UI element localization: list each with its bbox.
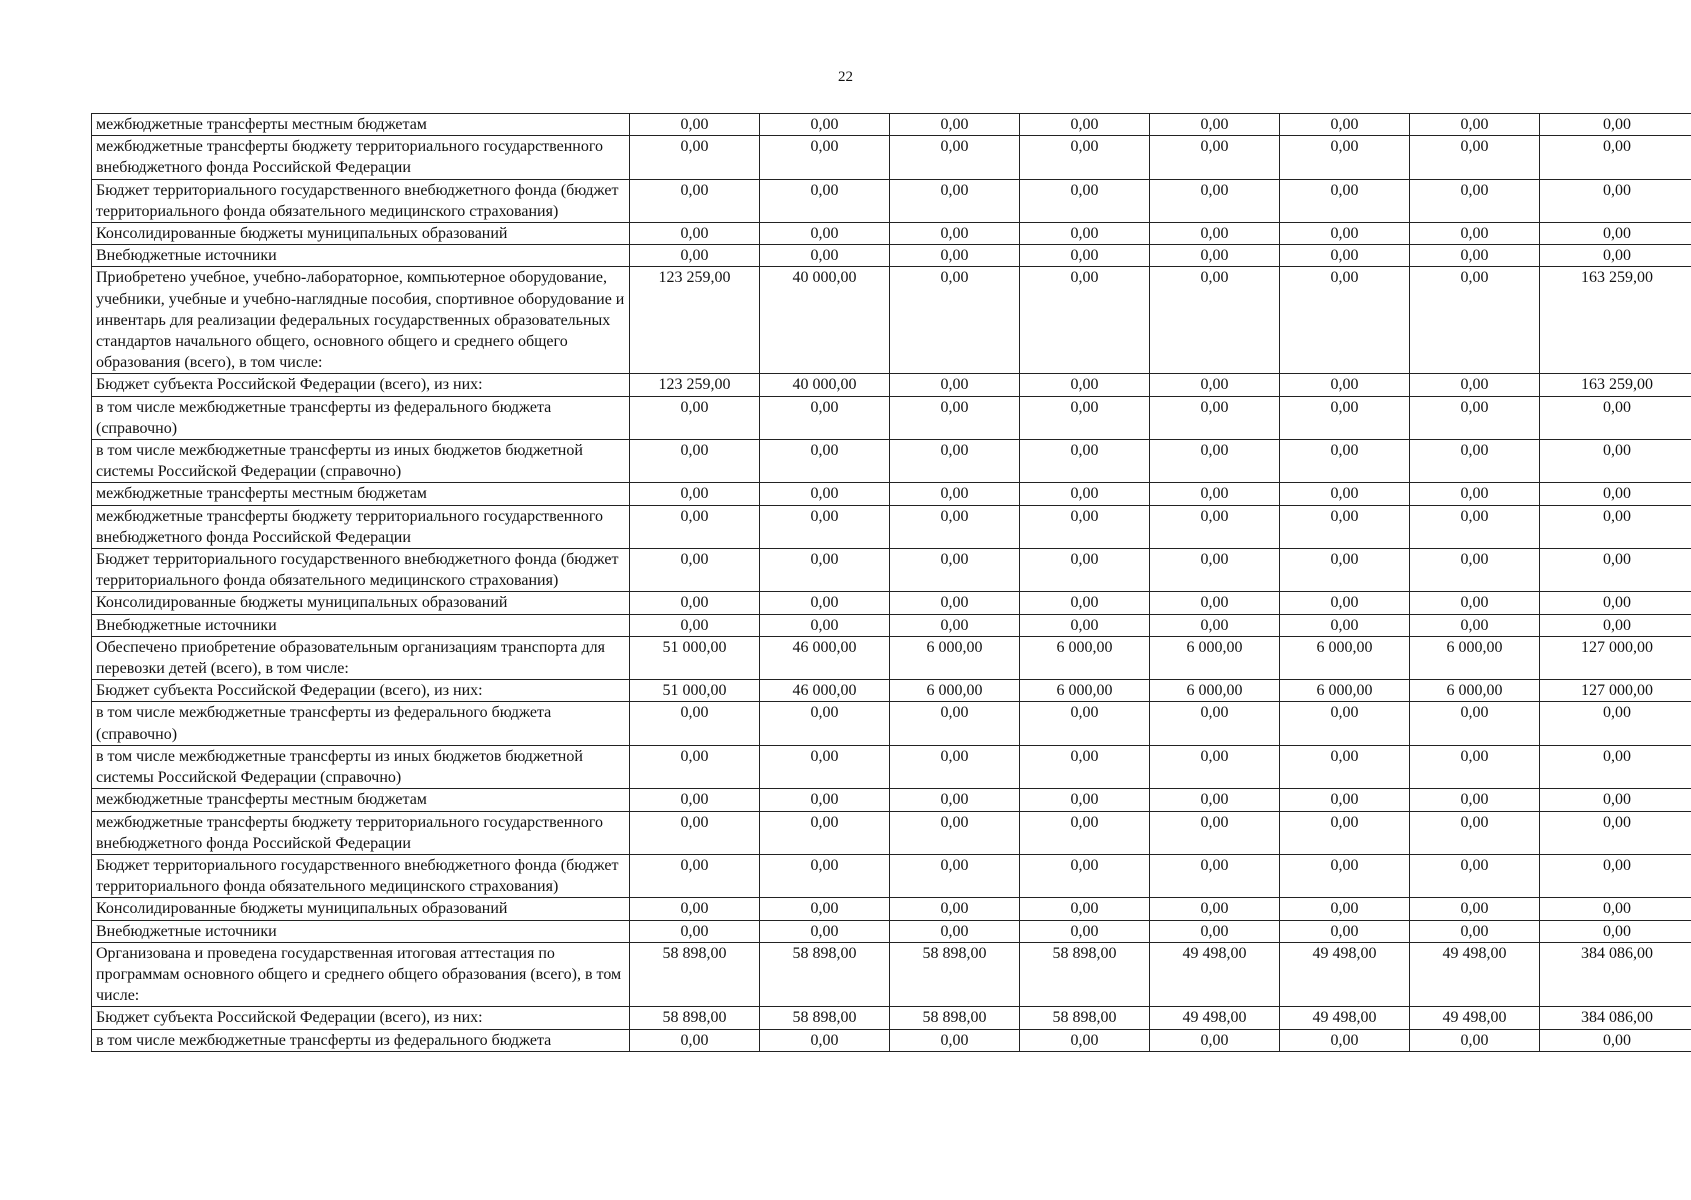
row-value-cell: 0,00 <box>1410 549 1540 592</box>
row-value-cell: 0,00 <box>760 811 890 854</box>
row-value-cell: 0,00 <box>1150 811 1280 854</box>
row-total-cell: 0,00 <box>1540 483 1691 505</box>
table-body <box>92 114 1691 1052</box>
row-value-cell: 6 000,00 <box>1280 636 1410 679</box>
row-value-cell: 58 898,00 <box>760 1007 890 1029</box>
row-value-cell: 0,00 <box>760 179 890 222</box>
row-value-cell: 0,00 <box>1280 505 1410 548</box>
row-label: межбюджетные трансферты бюджету территориального государственного внебюджетного фонда Российской Федерации <box>92 136 630 179</box>
table-row <box>92 898 1691 920</box>
table-row <box>92 136 1691 179</box>
row-value-cell: 0,00 <box>630 592 760 614</box>
row-label: в том числе межбюджетные трансферты из федерального бюджета (справочно) <box>92 396 630 439</box>
row-value-cell: 0,00 <box>760 440 890 483</box>
row-value-cell: 51 000,00 <box>630 680 760 702</box>
row-value-cell: 0,00 <box>630 136 760 179</box>
row-value-cell: 0,00 <box>890 396 1020 439</box>
row-value-cell: 0,00 <box>630 745 760 788</box>
row-value-cell: 0,00 <box>1280 396 1410 439</box>
row-value-cell: 6 000,00 <box>1020 680 1150 702</box>
row-value-cell: 0,00 <box>1020 549 1150 592</box>
row-label: межбюджетные трансферты бюджету территориального государственного внебюджетного фонда Российской Федерации <box>92 505 630 548</box>
row-value-cell: 0,00 <box>1280 483 1410 505</box>
row-value-cell: 0,00 <box>1020 702 1150 745</box>
row-value-cell: 0,00 <box>1410 614 1540 636</box>
row-value-cell: 0,00 <box>1020 179 1150 222</box>
row-value-cell: 0,00 <box>1150 136 1280 179</box>
row-value-cell: 0,00 <box>890 1029 1020 1051</box>
table-row <box>92 614 1691 636</box>
table-row <box>92 245 1691 267</box>
row-label: Бюджет территориального государственного внебюджетного фонда (бюджет территориального фонда обязательного медицинского страхования) <box>92 179 630 222</box>
table-row <box>92 440 1691 483</box>
row-value-cell: 0,00 <box>1150 440 1280 483</box>
row-value-cell: 0,00 <box>1410 374 1540 396</box>
row-value-cell: 0,00 <box>890 745 1020 788</box>
row-value-cell: 0,00 <box>1150 549 1280 592</box>
row-value-cell: 0,00 <box>1020 483 1150 505</box>
row-label: межбюджетные трансферты местным бюджетам <box>92 483 630 505</box>
row-value-cell: 6 000,00 <box>1410 636 1540 679</box>
row-value-cell: 0,00 <box>1280 920 1410 942</box>
row-value-cell: 0,00 <box>1410 898 1540 920</box>
row-value-cell: 0,00 <box>760 114 890 136</box>
row-label: Внебюджетные источники <box>92 920 630 942</box>
row-label: межбюджетные трансферты бюджету территориального государственного внебюджетного фонда Российской Федерации <box>92 811 630 854</box>
row-value-cell: 0,00 <box>760 702 890 745</box>
row-value-cell: 6 000,00 <box>1410 680 1540 702</box>
row-value-cell: 0,00 <box>1020 374 1150 396</box>
row-value-cell: 0,00 <box>890 483 1020 505</box>
row-value-cell: 0,00 <box>890 245 1020 267</box>
row-value-cell: 0,00 <box>630 245 760 267</box>
row-value-cell: 0,00 <box>890 114 1020 136</box>
row-value-cell: 0,00 <box>1280 179 1410 222</box>
row-value-cell: 0,00 <box>1150 745 1280 788</box>
row-value-cell: 0,00 <box>1280 374 1410 396</box>
row-label: в том числе межбюджетные трансферты из федерального бюджета <box>92 1029 630 1051</box>
row-total-cell: 0,00 <box>1540 920 1691 942</box>
table-row <box>92 179 1691 222</box>
row-value-cell: 0,00 <box>630 440 760 483</box>
row-total-cell: 384 086,00 <box>1540 942 1691 1007</box>
row-value-cell: 0,00 <box>760 396 890 439</box>
row-value-cell: 0,00 <box>1280 854 1410 897</box>
row-total-cell: 0,00 <box>1540 505 1691 548</box>
table-row <box>92 483 1691 505</box>
row-value-cell: 0,00 <box>1410 592 1540 614</box>
row-value-cell: 0,00 <box>1150 223 1280 245</box>
row-value-cell: 0,00 <box>1150 245 1280 267</box>
row-value-cell: 0,00 <box>1150 592 1280 614</box>
row-value-cell: 0,00 <box>1410 245 1540 267</box>
row-value-cell: 0,00 <box>630 614 760 636</box>
row-value-cell: 0,00 <box>1020 745 1150 788</box>
row-value-cell: 40 000,00 <box>760 374 890 396</box>
row-value-cell: 0,00 <box>1020 440 1150 483</box>
row-value-cell: 0,00 <box>760 592 890 614</box>
row-total-cell: 0,00 <box>1540 702 1691 745</box>
row-value-cell: 0,00 <box>1020 789 1150 811</box>
row-label: Бюджет территориального государственного внебюджетного фонда (бюджет территориального фонда обязательного медицинского страхования) <box>92 549 630 592</box>
row-value-cell: 0,00 <box>1150 1029 1280 1051</box>
table-row <box>92 811 1691 854</box>
row-label: Бюджет субъекта Российской Федерации (всего), из них: <box>92 1007 630 1029</box>
row-value-cell: 0,00 <box>760 136 890 179</box>
row-value-cell: 6 000,00 <box>1150 636 1280 679</box>
row-label: Консолидированные бюджеты муниципальных образований <box>92 592 630 614</box>
row-value-cell: 0,00 <box>890 920 1020 942</box>
row-value-cell: 0,00 <box>1280 245 1410 267</box>
row-value-cell: 0,00 <box>1150 614 1280 636</box>
row-label: в том числе межбюджетные трансферты из федерального бюджета (справочно) <box>92 702 630 745</box>
row-value-cell: 46 000,00 <box>760 636 890 679</box>
row-label: Консолидированные бюджеты муниципальных образований <box>92 898 630 920</box>
row-value-cell: 0,00 <box>1020 245 1150 267</box>
row-value-cell: 6 000,00 <box>890 636 1020 679</box>
row-total-cell: 0,00 <box>1540 136 1691 179</box>
row-value-cell: 0,00 <box>760 549 890 592</box>
table-row <box>92 592 1691 614</box>
row-label: Обеспечено приобретение образовательным организациям транспорта для перевозки детей (всего), в том числе: <box>92 636 630 679</box>
row-value-cell: 123 259,00 <box>630 374 760 396</box>
row-value-cell: 0,00 <box>760 223 890 245</box>
row-value-cell: 49 498,00 <box>1280 942 1410 1007</box>
table-row <box>92 1007 1691 1029</box>
row-value-cell: 0,00 <box>1410 920 1540 942</box>
row-value-cell: 0,00 <box>630 1029 760 1051</box>
table-row <box>92 920 1691 942</box>
row-label: в том числе межбюджетные трансферты из иных бюджетов бюджетной системы Российской Федерации (справочно) <box>92 440 630 483</box>
row-value-cell: 0,00 <box>890 267 1020 374</box>
row-value-cell: 0,00 <box>890 789 1020 811</box>
row-value-cell: 0,00 <box>760 1029 890 1051</box>
row-value-cell: 58 898,00 <box>1020 1007 1150 1029</box>
row-value-cell: 49 498,00 <box>1150 942 1280 1007</box>
row-value-cell: 0,00 <box>1280 267 1410 374</box>
table-row <box>92 854 1691 897</box>
row-total-cell: 127 000,00 <box>1540 680 1691 702</box>
row-value-cell: 0,00 <box>1150 483 1280 505</box>
row-value-cell: 46 000,00 <box>760 680 890 702</box>
row-value-cell: 0,00 <box>760 483 890 505</box>
row-value-cell: 0,00 <box>1410 114 1540 136</box>
row-value-cell: 123 259,00 <box>630 267 760 374</box>
row-value-cell: 0,00 <box>1020 396 1150 439</box>
row-label: Приобретено учебное, учебно-лабораторное, компьютерное оборудование, учебники, учебные и учебно-наглядные пособия, спортивное оборудование и инвентарь для реализации федеральных государственных образовательных стандартов начального общего, основного общего и среднего общего образования (всего), в том числе: <box>92 267 630 374</box>
row-value-cell: 40 000,00 <box>760 267 890 374</box>
row-value-cell: 58 898,00 <box>630 942 760 1007</box>
row-label: Организована и проведена государственная итоговая аттестация по программам основного общего и среднего общего образования (всего), в том числе: <box>92 942 630 1007</box>
row-total-cell: 0,00 <box>1540 245 1691 267</box>
row-value-cell: 0,00 <box>890 505 1020 548</box>
row-total-cell: 0,00 <box>1540 223 1691 245</box>
row-total-cell: 163 259,00 <box>1540 267 1691 374</box>
row-value-cell: 0,00 <box>1150 702 1280 745</box>
row-total-cell: 0,00 <box>1540 440 1691 483</box>
row-value-cell: 0,00 <box>890 898 1020 920</box>
row-value-cell: 0,00 <box>1410 789 1540 811</box>
row-value-cell: 0,00 <box>630 505 760 548</box>
row-total-cell: 0,00 <box>1540 396 1691 439</box>
row-value-cell: 0,00 <box>1020 920 1150 942</box>
table-row <box>92 1029 1691 1051</box>
row-value-cell: 0,00 <box>1020 854 1150 897</box>
row-value-cell: 49 498,00 <box>1280 1007 1410 1029</box>
row-value-cell: 0,00 <box>890 614 1020 636</box>
row-value-cell: 0,00 <box>1280 614 1410 636</box>
row-value-cell: 0,00 <box>1150 789 1280 811</box>
row-value-cell: 0,00 <box>760 614 890 636</box>
table-row <box>92 636 1691 679</box>
row-value-cell: 0,00 <box>1150 374 1280 396</box>
row-value-cell: 0,00 <box>1410 267 1540 374</box>
row-value-cell: 0,00 <box>1280 223 1410 245</box>
row-value-cell: 0,00 <box>1020 614 1150 636</box>
row-label: межбюджетные трансферты местным бюджетам <box>92 789 630 811</box>
row-value-cell: 0,00 <box>630 789 760 811</box>
row-value-cell: 49 498,00 <box>1150 1007 1280 1029</box>
row-value-cell: 0,00 <box>1150 267 1280 374</box>
row-value-cell: 6 000,00 <box>1280 680 1410 702</box>
row-value-cell: 0,00 <box>1020 136 1150 179</box>
row-value-cell: 0,00 <box>1150 920 1280 942</box>
row-value-cell: 0,00 <box>1410 396 1540 439</box>
row-value-cell: 0,00 <box>1280 898 1410 920</box>
budget-table <box>91 113 1691 1052</box>
row-value-cell: 0,00 <box>1150 505 1280 548</box>
row-value-cell: 0,00 <box>1280 440 1410 483</box>
table-row <box>92 374 1691 396</box>
table-row <box>92 942 1691 1007</box>
table-row <box>92 680 1691 702</box>
row-value-cell: 0,00 <box>630 920 760 942</box>
row-label: Внебюджетные источники <box>92 245 630 267</box>
row-value-cell: 0,00 <box>1280 114 1410 136</box>
row-total-cell: 0,00 <box>1540 811 1691 854</box>
row-value-cell: 0,00 <box>630 223 760 245</box>
row-total-cell: 0,00 <box>1540 614 1691 636</box>
row-value-cell: 0,00 <box>1280 702 1410 745</box>
row-value-cell: 0,00 <box>760 505 890 548</box>
table-row <box>92 549 1691 592</box>
row-value-cell: 0,00 <box>1410 440 1540 483</box>
row-value-cell: 0,00 <box>1410 483 1540 505</box>
row-value-cell: 0,00 <box>630 811 760 854</box>
row-value-cell: 0,00 <box>1410 1029 1540 1051</box>
row-value-cell: 0,00 <box>1410 136 1540 179</box>
row-value-cell: 6 000,00 <box>1150 680 1280 702</box>
row-value-cell: 58 898,00 <box>630 1007 760 1029</box>
row-value-cell: 0,00 <box>1020 114 1150 136</box>
row-total-cell: 0,00 <box>1540 549 1691 592</box>
row-value-cell: 0,00 <box>760 920 890 942</box>
row-value-cell: 0,00 <box>630 898 760 920</box>
row-value-cell: 0,00 <box>1280 789 1410 811</box>
row-value-cell: 0,00 <box>1280 745 1410 788</box>
table-row <box>92 114 1691 136</box>
row-value-cell: 0,00 <box>1020 811 1150 854</box>
row-value-cell: 0,00 <box>1020 898 1150 920</box>
row-label: Бюджет субъекта Российской Федерации (всего), из них: <box>92 680 630 702</box>
row-value-cell: 58 898,00 <box>760 942 890 1007</box>
row-total-cell: 0,00 <box>1540 1029 1691 1051</box>
row-value-cell: 0,00 <box>1280 136 1410 179</box>
table-row <box>92 396 1691 439</box>
row-value-cell: 0,00 <box>1020 267 1150 374</box>
table-row <box>92 789 1691 811</box>
table-row <box>92 505 1691 548</box>
row-total-cell: 163 259,00 <box>1540 374 1691 396</box>
row-value-cell: 0,00 <box>760 245 890 267</box>
row-label: Бюджет территориального государственного внебюджетного фонда (бюджет территориального фонда обязательного медицинского страхования) <box>92 854 630 897</box>
row-total-cell: 0,00 <box>1540 898 1691 920</box>
row-value-cell: 0,00 <box>1280 811 1410 854</box>
row-value-cell: 0,00 <box>890 702 1020 745</box>
row-total-cell: 0,00 <box>1540 854 1691 897</box>
row-value-cell: 0,00 <box>890 223 1020 245</box>
row-value-cell: 0,00 <box>760 789 890 811</box>
row-value-cell: 0,00 <box>890 440 1020 483</box>
row-total-cell: 0,00 <box>1540 592 1691 614</box>
row-value-cell: 0,00 <box>890 136 1020 179</box>
row-value-cell: 0,00 <box>1020 223 1150 245</box>
row-value-cell: 0,00 <box>630 396 760 439</box>
row-label: в том числе межбюджетные трансферты из иных бюджетов бюджетной системы Российской Федерации (справочно) <box>92 745 630 788</box>
row-value-cell: 0,00 <box>760 854 890 897</box>
row-total-cell: 0,00 <box>1540 179 1691 222</box>
row-value-cell: 0,00 <box>890 374 1020 396</box>
table-row <box>92 267 1691 374</box>
row-value-cell: 58 898,00 <box>890 1007 1020 1029</box>
row-total-cell: 384 086,00 <box>1540 1007 1691 1029</box>
row-value-cell: 0,00 <box>1020 505 1150 548</box>
row-value-cell: 0,00 <box>630 702 760 745</box>
row-value-cell: 0,00 <box>890 592 1020 614</box>
row-value-cell: 6 000,00 <box>1020 636 1150 679</box>
row-value-cell: 0,00 <box>630 179 760 222</box>
row-value-cell: 6 000,00 <box>890 680 1020 702</box>
row-label: Внебюджетные источники <box>92 614 630 636</box>
row-value-cell: 0,00 <box>1150 179 1280 222</box>
row-value-cell: 58 898,00 <box>890 942 1020 1007</box>
table-row <box>92 745 1691 788</box>
row-value-cell: 58 898,00 <box>1020 942 1150 1007</box>
row-value-cell: 0,00 <box>1020 592 1150 614</box>
row-value-cell: 0,00 <box>890 811 1020 854</box>
row-value-cell: 0,00 <box>1410 854 1540 897</box>
row-label: Консолидированные бюджеты муниципальных образований <box>92 223 630 245</box>
row-value-cell: 0,00 <box>1150 898 1280 920</box>
row-value-cell: 51 000,00 <box>630 636 760 679</box>
row-label: Бюджет субъекта Российской Федерации (всего), из них: <box>92 374 630 396</box>
row-value-cell: 0,00 <box>890 549 1020 592</box>
row-value-cell: 0,00 <box>1280 592 1410 614</box>
table-row <box>92 223 1691 245</box>
row-value-cell: 0,00 <box>1280 549 1410 592</box>
row-value-cell: 0,00 <box>630 549 760 592</box>
row-total-cell: 0,00 <box>1540 789 1691 811</box>
page-number: 22 <box>838 69 853 85</box>
row-value-cell: 0,00 <box>1020 1029 1150 1051</box>
row-total-cell: 127 000,00 <box>1540 636 1691 679</box>
row-value-cell: 0,00 <box>1410 223 1540 245</box>
row-value-cell: 0,00 <box>890 854 1020 897</box>
row-value-cell: 0,00 <box>630 114 760 136</box>
row-total-cell: 0,00 <box>1540 745 1691 788</box>
row-value-cell: 0,00 <box>760 898 890 920</box>
row-value-cell: 0,00 <box>1410 811 1540 854</box>
row-value-cell: 0,00 <box>1280 1029 1410 1051</box>
row-value-cell: 0,00 <box>1410 702 1540 745</box>
row-value-cell: 49 498,00 <box>1410 942 1540 1007</box>
row-value-cell: 0,00 <box>760 745 890 788</box>
row-value-cell: 0,00 <box>630 854 760 897</box>
table-row <box>92 702 1691 745</box>
row-value-cell: 0,00 <box>1410 745 1540 788</box>
row-value-cell: 0,00 <box>1150 854 1280 897</box>
row-value-cell: 0,00 <box>630 483 760 505</box>
row-value-cell: 0,00 <box>1410 505 1540 548</box>
row-label: межбюджетные трансферты местным бюджетам <box>92 114 630 136</box>
row-value-cell: 0,00 <box>890 179 1020 222</box>
row-value-cell: 0,00 <box>1150 396 1280 439</box>
row-value-cell: 0,00 <box>1150 114 1280 136</box>
row-total-cell: 0,00 <box>1540 114 1691 136</box>
row-value-cell: 49 498,00 <box>1410 1007 1540 1029</box>
row-value-cell: 0,00 <box>1410 179 1540 222</box>
